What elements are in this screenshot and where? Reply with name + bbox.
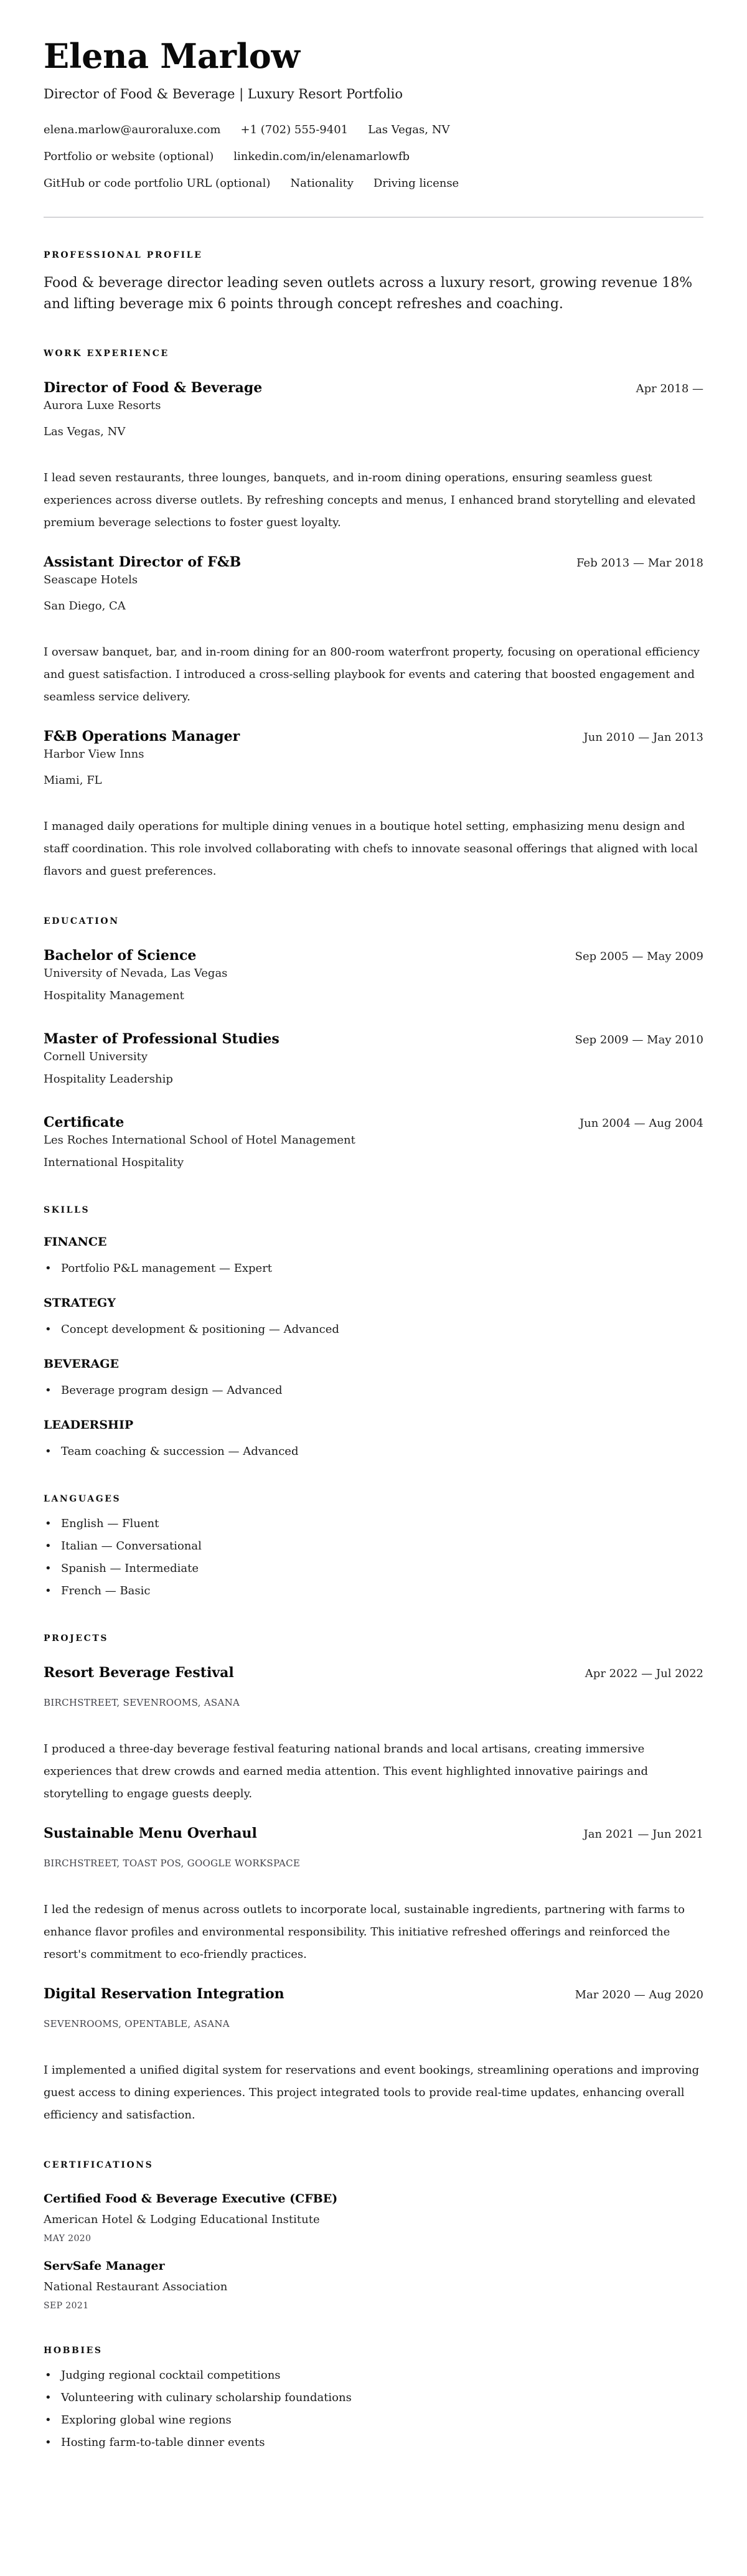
project-dates: Jan 2021 — Jun 2021	[583, 1828, 703, 1841]
company: Seascape Hotels	[44, 573, 138, 586]
education-dates: Jun 2004 — Aug 2004	[579, 1117, 703, 1130]
header-divider	[44, 217, 703, 218]
certification-name: Certified Food & Beverage Executive (CFBE)	[44, 2192, 338, 2206]
bullet-icon: •	[45, 1562, 52, 1575]
school: University of Nevada, Las Vegas	[44, 967, 228, 980]
bullet-icon: •	[45, 1539, 52, 1553]
email[interactable]: elena.marlow@auroraluxe.com	[44, 123, 221, 136]
job-description: I lead seven restaurants, three lounges, banquets, and in-room dining operations, ensuring seamless guest experiences across diverse outlets. By refreshing concepts and menus, I enhanced brand storytelling and elevated premium beverage selections to foster guest loyalty.	[44, 471, 696, 529]
candidate-name: Elena Marlow	[44, 36, 300, 76]
project-dates: Apr 2022 — Jul 2022	[585, 1667, 703, 1680]
resume-header	[44, 36, 703, 192]
hobby-item: • Exploring global wine regions	[44, 2412, 703, 2429]
job-title: Director of Food & Beverage	[44, 380, 263, 396]
section-projects	[44, 1632, 703, 2127]
hobby-item: • Hosting farm-to-table dinner events	[44, 2434, 703, 2451]
section-title: LANGUAGES	[44, 1494, 121, 1504]
language-item: • English — Fluent	[44, 1515, 703, 1533]
field-of-study: Hospitality Leadership	[44, 1073, 173, 1086]
bullet-icon: •	[45, 1384, 52, 1397]
degree: Bachelor of Science	[44, 947, 197, 964]
bullet-icon: •	[45, 1262, 52, 1275]
section-languages	[44, 1493, 703, 1600]
job-title: Assistant Director of F&B	[44, 554, 242, 570]
section-profile	[44, 249, 703, 315]
skill-category: STRATEGY	[44, 1296, 116, 1310]
job-description: I oversaw banquet, bar, and in-room dining for an 800-room waterfront property, focusing on operational efficiency and guest satisfaction. I introduced a cross-selling playbook for events and catering that boosted engagement and seamless service delivery.	[44, 646, 700, 703]
certification-entry	[44, 2190, 703, 2245]
project-description: I produced a three-day beverage festival featuring national brands and local artisans, creating immersive experiences that drew crowds and earned media attention. This event highlighted innovative pairings and storytelling to engage guests deeply.	[44, 1742, 648, 1800]
project-entry	[44, 1663, 703, 1805]
skill-group	[44, 1234, 703, 1277]
job-dates: Apr 2018 —	[636, 382, 703, 395]
degree: Master of Professional Studies	[44, 1031, 280, 1047]
school: Les Roches International School of Hotel Management	[44, 1134, 355, 1147]
certification-entry	[44, 2257, 703, 2312]
field-of-study: International Hospitality	[44, 1156, 184, 1169]
skill-item: • Beverage program design — Advanced	[44, 1382, 703, 1399]
company: Harbor View Inns	[44, 748, 144, 761]
skill-category: LEADERSHIP	[44, 1418, 134, 1432]
linkedin-link[interactable]: linkedin.com/in/elenamarlowfb	[233, 150, 410, 163]
project-name: Sustainable Menu Overhaul	[44, 1825, 257, 1841]
project-tech: BIRCHSTREET, SEVENROOMS, ASANA	[44, 1697, 240, 1708]
headline: Director of Food & Beverage | Luxury Resort Portfolio	[44, 87, 403, 101]
section-work-experience	[44, 347, 703, 883]
section-hobbies	[44, 2344, 703, 2451]
project-entry	[44, 1824, 703, 1966]
job-description: I managed daily operations for multiple dining venues in a boutique hotel setting, emphasizing menu design and staff coordination. This role involved collaborating with chefs to innovate seasonal offerings that aligned with local flavors and guest preferences.	[44, 820, 698, 878]
certification-date: SEP 2021	[44, 2301, 89, 2311]
section-title: PROJECTS	[44, 1634, 109, 1643]
skill-item: • Portfolio P&L management — Expert	[44, 1260, 703, 1277]
project-dates: Mar 2020 — Aug 2020	[575, 1988, 703, 2001]
language-item: • Spanish — Intermediate	[44, 1560, 703, 1577]
education-entry	[44, 1113, 703, 1172]
skill-category: FINANCE	[44, 1235, 107, 1249]
education-dates: Sep 2009 — May 2010	[575, 1033, 703, 1046]
bullet-icon: •	[45, 2369, 52, 2382]
section-education	[44, 915, 703, 1172]
certification-date: MAY 2020	[44, 2234, 92, 2244]
section-title: HOBBIES	[44, 2346, 103, 2356]
bullet-icon: •	[45, 2391, 52, 2404]
nationality: Nationality	[290, 177, 354, 190]
hobby-item: • Volunteering with culinary scholarship foundations	[44, 2389, 703, 2407]
profile-summary: Food & beverage director leading seven outlets across a luxury resort, growing revenue 18% and lifting beverage mix 6 points through concept refreshes and coaching.	[44, 275, 693, 312]
job-title: F&B Operations Manager	[44, 728, 240, 745]
experience-entry	[44, 727, 703, 883]
section-title: SKILLS	[44, 1205, 90, 1215]
section-skills	[44, 1204, 703, 1460]
bullet-icon: •	[45, 1584, 52, 1597]
certification-issuer: American Hotel & Lodging Educational Institute	[44, 2213, 320, 2226]
job-dates: Jun 2010 — Jan 2013	[583, 731, 703, 744]
bullet-icon: •	[45, 1323, 52, 1336]
project-name: Digital Reservation Integration	[44, 1986, 284, 2002]
degree: Certificate	[44, 1114, 125, 1131]
skill-item: • Concept development & positioning — Advanced	[44, 1321, 703, 1338]
job-dates: Feb 2013 — Mar 2018	[576, 557, 703, 570]
experience-entry	[44, 378, 703, 534]
education-dates: Sep 2005 — May 2009	[575, 950, 703, 963]
github-link[interactable]: GitHub or code portfolio URL (optional)	[44, 177, 271, 190]
job-location: San Diego, CA	[44, 599, 126, 613]
experience-entry	[44, 553, 703, 708]
skill-item: • Team coaching & succession — Advanced	[44, 1443, 703, 1460]
contact-row	[44, 122, 703, 138]
phone[interactable]: +1 (702) 555-9401	[240, 123, 349, 136]
section-certifications	[44, 2159, 703, 2312]
project-description: I implemented a unified digital system for reservations and event bookings, streamlining operations and improving guest access to dining experiences. This project integrated tools to provide real-time updates, enhancing overall efficiency and satisfaction.	[44, 2064, 700, 2122]
bullet-icon: •	[45, 1517, 52, 1530]
certification-issuer: National Restaurant Association	[44, 2280, 228, 2293]
certification-name: ServSafe Manager	[44, 2259, 165, 2273]
skill-group	[44, 1356, 703, 1399]
section-title: CERTIFICATIONS	[44, 2160, 154, 2170]
bullet-icon: •	[45, 2414, 52, 2427]
education-entry	[44, 1030, 703, 1088]
project-description: I led the redesign of menus across outlets to incorporate local, sustainable ingredients, partnering with farms to enhance flavor profiles and environmental responsibility. This initiative refreshed offerings and reinforced the resort's commitment to eco-friendly practices.	[44, 1903, 685, 1961]
skill-category: BEVERAGE	[44, 1357, 120, 1371]
contact-row	[44, 149, 703, 165]
language-item: • French — Basic	[44, 1582, 703, 1600]
section-title: PROFESSIONAL PROFILE	[44, 250, 203, 260]
language-item: • Italian — Conversational	[44, 1538, 703, 1555]
job-location: Miami, FL	[44, 774, 102, 787]
portfolio-link[interactable]: Portfolio or website (optional)	[44, 150, 214, 163]
project-tech: SEVENROOMS, OPENTABLE, ASANA	[44, 2018, 230, 2029]
contact-row	[44, 176, 703, 192]
section-title: WORK EXPERIENCE	[44, 349, 169, 359]
section-title: EDUCATION	[44, 916, 120, 926]
project-tech: BIRCHSTREET, TOAST POS, GOOGLE WORKSPACE	[44, 1858, 301, 1869]
field-of-study: Hospitality Management	[44, 989, 184, 1002]
hobby-item: • Judging regional cocktail competitions	[44, 2367, 703, 2384]
project-entry	[44, 1985, 703, 2127]
bullet-icon: •	[45, 2436, 52, 2449]
location: Las Vegas, NV	[368, 123, 450, 136]
bullet-icon: •	[45, 1445, 52, 1458]
school: Cornell University	[44, 1050, 148, 1063]
job-location: Las Vegas, NV	[44, 425, 126, 438]
education-entry	[44, 946, 703, 1005]
company: Aurora Luxe Resorts	[44, 399, 161, 412]
project-name: Resort Beverage Festival	[44, 1665, 234, 1681]
skill-group	[44, 1417, 703, 1460]
skill-group	[44, 1295, 703, 1338]
driving-license: Driving license	[373, 177, 459, 190]
